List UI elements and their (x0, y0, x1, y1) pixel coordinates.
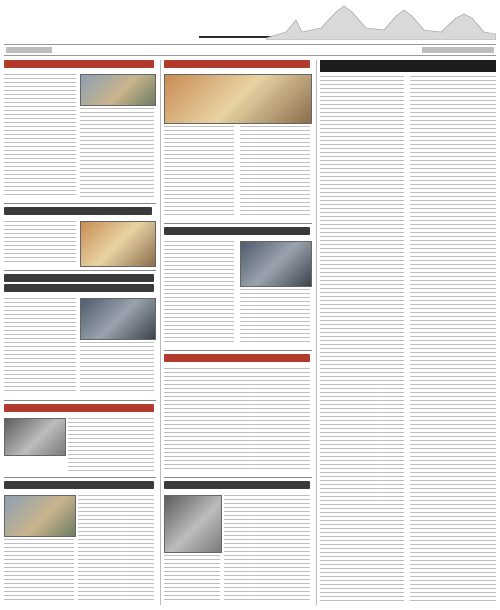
article-text-placeholder (68, 418, 154, 472)
article-photo (240, 241, 312, 287)
article-text-placeholder (4, 539, 74, 603)
article-text-placeholder (164, 368, 310, 472)
article-left-4 (4, 404, 156, 474)
article-middle-3 (164, 354, 312, 474)
article-left-3 (4, 274, 156, 396)
article-text-placeholder (4, 74, 76, 198)
article-text-placeholder (240, 126, 310, 218)
article-left-5 (4, 481, 156, 605)
article-text-placeholder (164, 555, 220, 603)
article-text-placeholder (4, 298, 76, 394)
article-text-placeholder (320, 76, 404, 603)
date-placeholder (422, 47, 494, 53)
article-text-placeholder (410, 76, 496, 603)
article-headline-placeholder (164, 227, 310, 235)
article-middle-4 (164, 481, 312, 605)
article-text-placeholder (164, 126, 234, 218)
article-text-placeholder (80, 342, 154, 394)
article-text-placeholder (78, 495, 154, 603)
dateline-bar (4, 44, 496, 56)
article-headline-placeholder (4, 60, 154, 68)
article-photo (164, 74, 312, 124)
article-photo (4, 495, 76, 537)
article-photo (164, 495, 222, 553)
article-headline-placeholder (4, 481, 154, 489)
section-banner (320, 60, 496, 72)
article-text-placeholder (80, 108, 154, 198)
article-photo (80, 221, 156, 267)
article-headline-placeholder (4, 274, 154, 282)
article-headline-placeholder (164, 60, 310, 68)
masthead (4, 2, 496, 42)
article-photo (80, 298, 156, 340)
article-text-placeholder (4, 221, 76, 265)
article-right-1 (320, 76, 496, 605)
article-middle-2 (164, 227, 312, 347)
article-middle-1 (164, 60, 312, 220)
article-headline-placeholder (164, 481, 310, 489)
article-headline-placeholder (4, 207, 152, 215)
article-headline-placeholder (4, 404, 154, 412)
article-text-placeholder (224, 495, 310, 603)
article-text-placeholder (240, 289, 310, 345)
article-photo (80, 74, 156, 106)
article-left-2 (4, 207, 156, 267)
temple-skyline-illustration (266, 2, 496, 40)
article-headline-placeholder (164, 354, 310, 362)
article-photo (4, 418, 66, 456)
article-left-1 (4, 60, 156, 200)
article-headline-placeholder (4, 284, 154, 292)
article-text-placeholder (164, 241, 234, 345)
page-label-placeholder (6, 47, 52, 53)
